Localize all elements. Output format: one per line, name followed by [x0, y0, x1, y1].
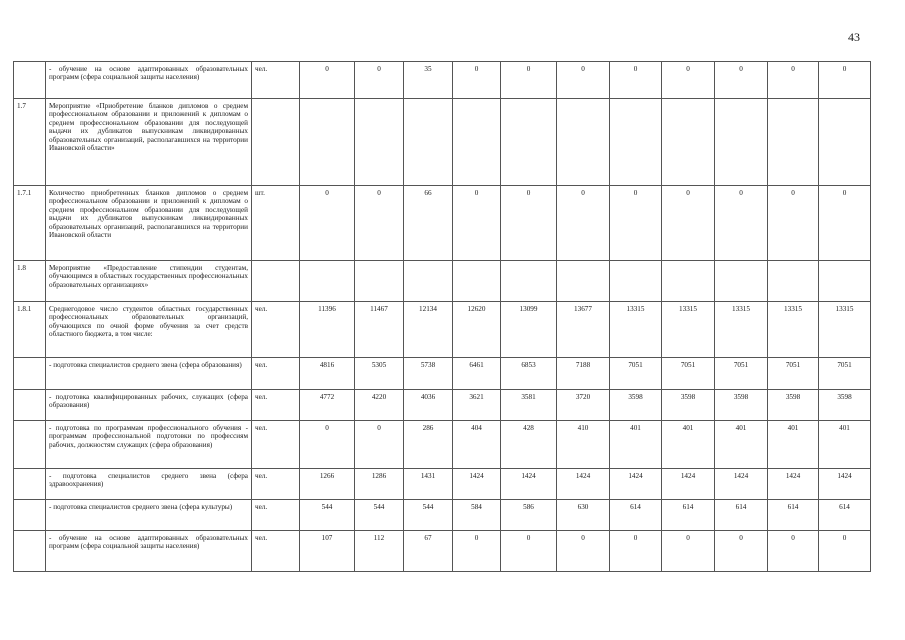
- value-cell: 614: [768, 500, 819, 531]
- value-cell: 0: [300, 62, 355, 99]
- table-row: [14, 62, 871, 99]
- value-cell: 3720: [557, 390, 610, 421]
- value-cell: 1424: [768, 469, 819, 500]
- value-cell: 0: [662, 186, 715, 261]
- value-cell: 1424: [819, 469, 871, 500]
- unit-cell: чел.: [252, 358, 300, 390]
- value-cell: 67: [404, 531, 453, 572]
- table-row: [14, 358, 871, 390]
- description-cell: - подготовка специалистов среднего звена (сфера здравоохранения): [46, 469, 252, 500]
- row-number-cell: 1.7.1: [14, 186, 46, 261]
- description-cell: Мероприятие «Предоставление стипендии студентам, обучающимся в областных государственных профессиональных образовательных организациях»: [46, 261, 252, 302]
- value-cell: 7051: [662, 358, 715, 390]
- table-row: [14, 302, 871, 358]
- value-cell: 1424: [501, 469, 557, 500]
- value-cell: 66: [404, 186, 453, 261]
- value-cell: 0: [768, 531, 819, 572]
- value-cell: 401: [715, 421, 768, 469]
- value-cell: [355, 99, 404, 186]
- value-cell: 4816: [300, 358, 355, 390]
- value-cell: 0: [610, 531, 662, 572]
- value-cell: 5305: [355, 358, 404, 390]
- value-cell: 7051: [715, 358, 768, 390]
- value-cell: 1266: [300, 469, 355, 500]
- value-cell: 1431: [404, 469, 453, 500]
- value-cell: 0: [819, 186, 871, 261]
- description-cell: Количество приобретенных бланков дипломов о среднем профессиональном образовании и приложений к дипломам о среднем профессиональном образовании для последующей выдачи их дубликатов выпускникам ликвидированных образовательных организаций, располагавшихся на территории Ивановской области: [46, 186, 252, 261]
- unit-cell: чел.: [252, 421, 300, 469]
- value-cell: 13677: [557, 302, 610, 358]
- value-cell: 0: [662, 531, 715, 572]
- description-cell: - обучение на основе адаптированных образовательных программ (сфера социальной защиты населения): [46, 62, 252, 99]
- table-row: [14, 469, 871, 500]
- page-number: 43: [848, 30, 860, 44]
- row-number-cell: [14, 390, 46, 421]
- value-cell: 12134: [404, 302, 453, 358]
- value-cell: 1286: [355, 469, 404, 500]
- value-cell: 7051: [610, 358, 662, 390]
- value-cell: [501, 99, 557, 186]
- value-cell: 401: [662, 421, 715, 469]
- table-row: [14, 531, 871, 572]
- value-cell: 4220: [355, 390, 404, 421]
- value-cell: 4036: [404, 390, 453, 421]
- row-number-cell: [14, 62, 46, 99]
- value-cell: 107: [300, 531, 355, 572]
- table-row: [14, 390, 871, 421]
- value-cell: [404, 99, 453, 186]
- row-number-cell: [14, 500, 46, 531]
- value-cell: 544: [404, 500, 453, 531]
- table-row: [14, 186, 871, 261]
- value-cell: 0: [610, 62, 662, 99]
- value-cell: 0: [355, 62, 404, 99]
- value-cell: 3598: [610, 390, 662, 421]
- value-cell: 13315: [819, 302, 871, 358]
- value-cell: [355, 261, 404, 302]
- value-cell: 614: [662, 500, 715, 531]
- value-cell: [453, 261, 501, 302]
- table-row: [14, 421, 871, 469]
- value-cell: 5738: [404, 358, 453, 390]
- value-cell: 0: [819, 531, 871, 572]
- value-cell: [768, 99, 819, 186]
- value-cell: 0: [355, 186, 404, 261]
- unit-cell: чел.: [252, 469, 300, 500]
- value-cell: 112: [355, 531, 404, 572]
- value-cell: 1424: [662, 469, 715, 500]
- value-cell: 13099: [501, 302, 557, 358]
- value-cell: 404: [453, 421, 501, 469]
- unit-cell: чел.: [252, 302, 300, 358]
- unit-cell: [252, 261, 300, 302]
- row-number-cell: 1.8.1: [14, 302, 46, 358]
- value-cell: 1424: [610, 469, 662, 500]
- value-cell: 410: [557, 421, 610, 469]
- description-cell: - подготовка специалистов среднего звена (сфера образования): [46, 358, 252, 390]
- value-cell: 0: [355, 421, 404, 469]
- value-cell: 401: [768, 421, 819, 469]
- value-cell: 0: [768, 186, 819, 261]
- value-cell: 0: [715, 62, 768, 99]
- value-cell: [404, 261, 453, 302]
- description-cell: Мероприятие «Приобретение бланков дипломов о среднем профессиональном образовании и приложений к дипломам о среднем профессиональном образовании для последующей выдачи их дубликатов выпускникам ликвидированных образовательных организаций, располагавшихся на территории Ивановской области»: [46, 99, 252, 186]
- value-cell: 0: [453, 531, 501, 572]
- row-number-cell: [14, 421, 46, 469]
- unit-cell: [252, 99, 300, 186]
- description-cell: - подготовка квалифицированных рабочих, служащих (сфера образования): [46, 390, 252, 421]
- value-cell: 0: [768, 62, 819, 99]
- value-cell: 0: [715, 186, 768, 261]
- value-cell: [453, 99, 501, 186]
- value-cell: 0: [557, 531, 610, 572]
- value-cell: 0: [453, 62, 501, 99]
- value-cell: 3598: [662, 390, 715, 421]
- value-cell: [501, 261, 557, 302]
- value-cell: 3581: [501, 390, 557, 421]
- table-row: [14, 261, 871, 302]
- table-row: [14, 500, 871, 531]
- value-cell: 35: [404, 62, 453, 99]
- value-cell: 7051: [819, 358, 871, 390]
- row-number-cell: 1.8: [14, 261, 46, 302]
- value-cell: 0: [819, 62, 871, 99]
- value-cell: 6853: [501, 358, 557, 390]
- value-cell: 544: [355, 500, 404, 531]
- description-cell: Среднегодовое число студентов областных государственных профессиональных образовательных организаций, обучающихся по очной форме обучения за счет средств областного бюджета, в том числе:: [46, 302, 252, 358]
- description-cell: - подготовка по программам профессионального обучения - программам профессиональной подготовки по профессиям рабочих, должностям служащих (сфера образования): [46, 421, 252, 469]
- row-number-cell: [14, 358, 46, 390]
- value-cell: 11396: [300, 302, 355, 358]
- value-cell: [715, 99, 768, 186]
- indicators-table: [13, 61, 871, 572]
- value-cell: 630: [557, 500, 610, 531]
- value-cell: 0: [557, 186, 610, 261]
- description-cell: - обучение на основе адаптированных образовательных программ (сфера социальной защиты населения): [46, 531, 252, 572]
- value-cell: 1424: [715, 469, 768, 500]
- value-cell: [715, 261, 768, 302]
- value-cell: 13315: [610, 302, 662, 358]
- value-cell: 0: [715, 531, 768, 572]
- value-cell: 0: [610, 186, 662, 261]
- value-cell: 7051: [768, 358, 819, 390]
- value-cell: 0: [501, 62, 557, 99]
- value-cell: 0: [501, 531, 557, 572]
- value-cell: [662, 261, 715, 302]
- value-cell: 0: [501, 186, 557, 261]
- row-number-cell: [14, 531, 46, 572]
- value-cell: 13315: [662, 302, 715, 358]
- value-cell: 13315: [715, 302, 768, 358]
- value-cell: 1424: [453, 469, 501, 500]
- value-cell: [662, 99, 715, 186]
- unit-cell: чел.: [252, 62, 300, 99]
- value-cell: [300, 99, 355, 186]
- value-cell: 586: [501, 500, 557, 531]
- unit-cell: чел.: [252, 531, 300, 572]
- value-cell: 0: [557, 62, 610, 99]
- value-cell: 614: [610, 500, 662, 531]
- value-cell: 3598: [715, 390, 768, 421]
- value-cell: 584: [453, 500, 501, 531]
- unit-cell: чел.: [252, 500, 300, 531]
- value-cell: [819, 261, 871, 302]
- value-cell: 0: [300, 421, 355, 469]
- value-cell: 3598: [768, 390, 819, 421]
- value-cell: 0: [662, 62, 715, 99]
- value-cell: [819, 99, 871, 186]
- description-cell: - подготовка специалистов среднего звена (сфера культуры): [46, 500, 252, 531]
- value-cell: 12620: [453, 302, 501, 358]
- value-cell: 401: [610, 421, 662, 469]
- value-cell: 6461: [453, 358, 501, 390]
- row-number-cell: 1.7: [14, 99, 46, 186]
- value-cell: 11467: [355, 302, 404, 358]
- value-cell: 7188: [557, 358, 610, 390]
- value-cell: 614: [819, 500, 871, 531]
- value-cell: 1424: [557, 469, 610, 500]
- value-cell: 3598: [819, 390, 871, 421]
- value-cell: [610, 261, 662, 302]
- value-cell: [557, 99, 610, 186]
- value-cell: 428: [501, 421, 557, 469]
- value-cell: 544: [300, 500, 355, 531]
- row-number-cell: [14, 469, 46, 500]
- value-cell: 286: [404, 421, 453, 469]
- value-cell: [610, 99, 662, 186]
- value-cell: 3621: [453, 390, 501, 421]
- value-cell: [768, 261, 819, 302]
- value-cell: [557, 261, 610, 302]
- value-cell: 401: [819, 421, 871, 469]
- table-row: [14, 99, 871, 186]
- value-cell: 0: [453, 186, 501, 261]
- unit-cell: чел.: [252, 390, 300, 421]
- value-cell: 13315: [768, 302, 819, 358]
- value-cell: 614: [715, 500, 768, 531]
- unit-cell: шт.: [252, 186, 300, 261]
- value-cell: 0: [300, 186, 355, 261]
- value-cell: [300, 261, 355, 302]
- value-cell: 4772: [300, 390, 355, 421]
